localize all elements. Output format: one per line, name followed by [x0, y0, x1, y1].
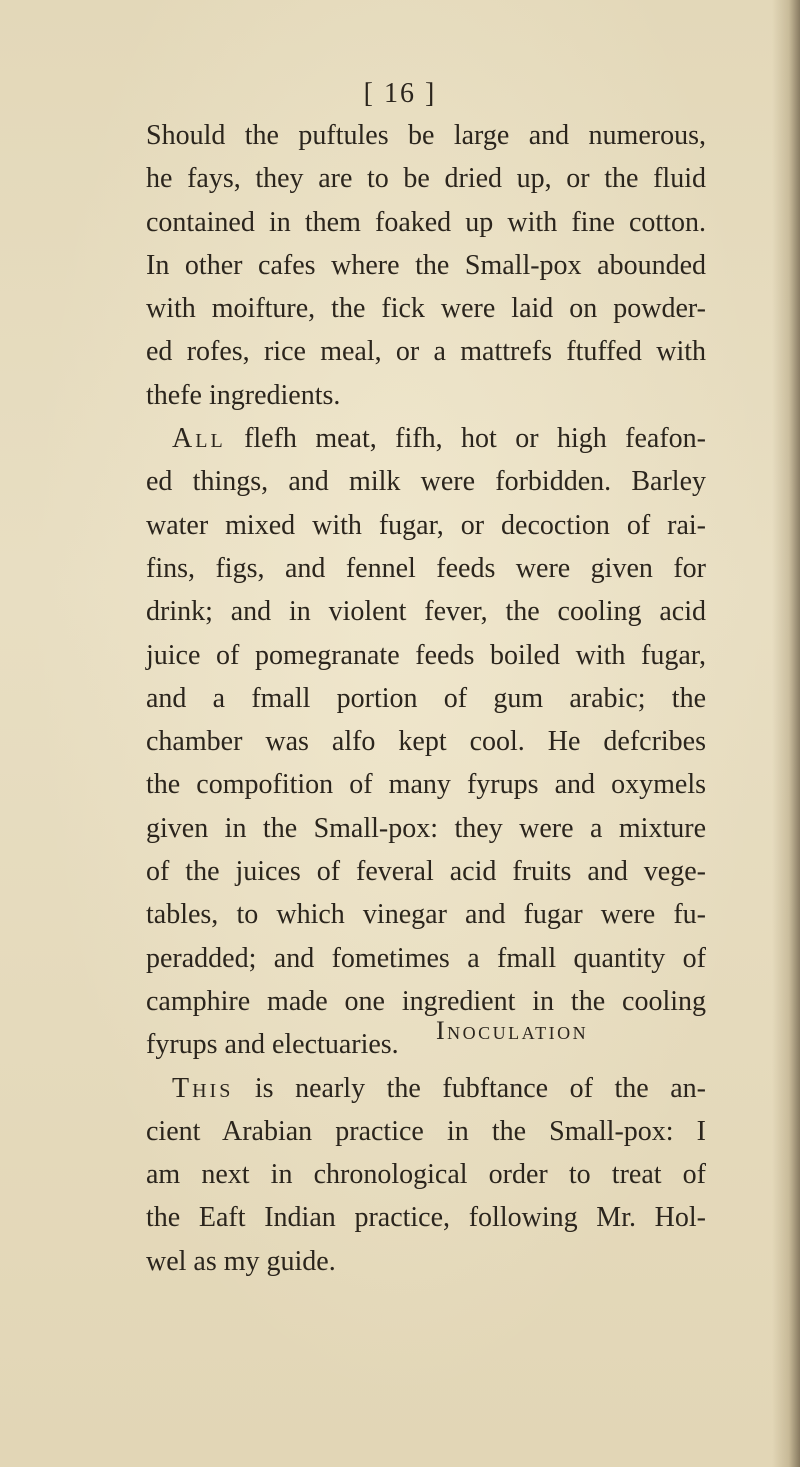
text-line — [146, 937, 706, 980]
text-line-content: camphire made one ingredient in the cooling — [146, 985, 706, 1017]
paragraph — [146, 417, 706, 1066]
text-line — [146, 114, 706, 157]
text-line-content: and a fmall portion of gum arabic; the — [146, 682, 706, 714]
text-line — [146, 201, 706, 244]
text-line — [146, 1110, 706, 1153]
text-line — [146, 504, 706, 547]
text-line — [146, 590, 706, 633]
paragraph — [146, 1067, 706, 1283]
text-line-content: In other cafes where the Small-pox abounded — [146, 249, 706, 281]
text-line-content: fyrups and electuaries. — [146, 1029, 399, 1061]
text-line — [146, 677, 706, 720]
page-number-header: [ 16 ] — [363, 78, 437, 109]
text-line — [146, 1023, 706, 1066]
text-line — [146, 460, 706, 503]
text-line-content: chamber was alfo kept cool. He defcribes — [146, 726, 706, 758]
text-line — [146, 1153, 706, 1196]
text-line — [146, 330, 706, 373]
text-line-content: thefe ingredients. — [146, 379, 341, 411]
text-line — [146, 720, 706, 763]
text-line — [146, 1240, 706, 1283]
text-line-content: drink; and in violent fever, the cooling acid — [146, 596, 706, 628]
body-text — [146, 114, 706, 1283]
text-line-content: am next in chronological order to treat of — [146, 1159, 706, 1191]
text-line — [146, 1067, 706, 1110]
page-edge-shadow — [772, 0, 800, 1467]
text-line — [146, 547, 706, 590]
text-line-content: ed things, and milk were forbidden. Barley — [146, 466, 706, 498]
text-line-content: ed rofes, rice meal, or a mattrefs ftuffed with — [146, 336, 706, 368]
text-line — [146, 157, 706, 200]
text-line-content: flefh meat, fifh, hot or high feafon- — [225, 423, 706, 455]
text-line-content: tables, to which vinegar and fugar were fu- — [146, 899, 706, 931]
text-line — [146, 417, 706, 460]
text-line-content: peradded; and fometimes a fmall quantity of — [146, 942, 706, 974]
text-line — [146, 980, 706, 1023]
text-line-content: with moifture, the fick were laid on powder- — [146, 293, 706, 325]
text-line — [146, 807, 706, 850]
text-line — [146, 1196, 706, 1239]
text-line-content: water mixed with fugar, or decoction of rai- — [146, 509, 706, 541]
catchword: Inoculation — [436, 1016, 589, 1045]
text-line-content: the Eaft Indian practice, following Mr. Hol- — [146, 1202, 706, 1234]
paragraph-lead-word: This — [172, 1072, 234, 1104]
text-line-content: juice of pomegranate feeds boiled with fugar, — [146, 639, 706, 671]
text-line — [146, 763, 706, 806]
text-line-content: given in the Small-pox: they were a mixture — [146, 812, 706, 844]
text-line-content: the compofition of many fyrups and oxymels — [146, 769, 706, 801]
text-line-content: wel as my guide. — [146, 1245, 336, 1277]
text-line-content: he fays, they are to be dried up, or the fluid — [146, 163, 706, 195]
text-line — [146, 287, 706, 330]
paragraph-lead-word: All — [172, 423, 226, 455]
text-line-content: is nearly the fubftance of the an- — [233, 1072, 706, 1104]
text-line — [146, 634, 706, 677]
text-line — [146, 244, 706, 287]
text-line-content: contained in them foaked up with fine cotton. — [146, 206, 706, 238]
text-line-content: fins, figs, and fennel feeds were given for — [146, 552, 706, 584]
text-line-content: Should the puftules be large and numerous, — [146, 120, 706, 151]
text-line-content: of the juices of feveral acid fruits and vege- — [146, 856, 706, 888]
text-line — [146, 374, 706, 417]
paragraph — [146, 114, 706, 417]
text-line-content: cient Arabian practice in the Small-pox: I — [146, 1115, 706, 1147]
text-line — [146, 850, 706, 893]
text-line — [146, 893, 706, 936]
